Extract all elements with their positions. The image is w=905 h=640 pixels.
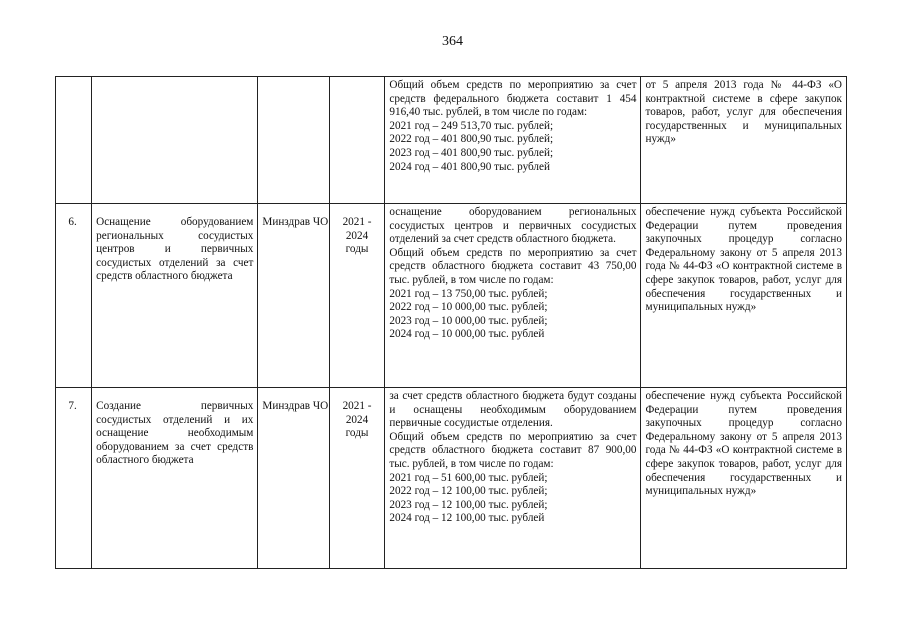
description-line: 2024 год – 12 100,00 тыс. рублей: [389, 512, 545, 525]
description-cell: [385, 204, 641, 388]
period: 2021 - 2024 годы: [342, 400, 372, 440]
period-cell: [329, 388, 385, 569]
row-number: [60, 79, 87, 89]
description-paragraph: Общий объем средств по мероприятию за счет средств областного бюджета составит 43 750,00 тыс. рублей, в том числе по годам:: [389, 246, 637, 286]
measure-name-cell: [92, 204, 258, 388]
description-paragraph: за счет средств областного бюджета будут созданы и оснащены необходимым оборудованием первичные сосудистые отделения.: [389, 390, 637, 430]
period-cell: [329, 204, 385, 388]
description-cell: [385, 77, 641, 204]
row-number-cell: [56, 388, 92, 569]
period-cell: [329, 77, 385, 204]
row-number: 6.: [68, 216, 77, 228]
result-text: обеспечение нужд субъекта Российской Федерации путем проведения закупочных процедур согласно Федеральному закону от 5 апреля 2013 года № 44-ФЗ «О контрактной системе в сфере закупок товаров, работ, услуг для обеспечения государственных и муниципальных нужд»: [645, 390, 842, 498]
description-cell: [385, 388, 641, 569]
description-line: 2023 год – 10 000,00 тыс. рублей;: [389, 314, 548, 327]
description-line: 2021 год – 51 600,00 тыс. рублей;: [389, 471, 548, 484]
measures-table: [55, 76, 847, 569]
result-text: от 5 апреля 2013 года № 44-ФЗ «О контрактной системе в сфере закупок товаров, работ, услуг для обеспечения государственных и муниципальных нужд»: [645, 79, 842, 146]
description-line: 2024 год – 401 800,90 тыс. рублей: [389, 160, 550, 173]
measure-name-cell: [92, 388, 258, 569]
description-line: 2021 год – 249 513,70 тыс. рублей;: [389, 119, 554, 132]
result-cell: [641, 388, 847, 569]
table-row: [56, 388, 847, 569]
description-line: 2024 год – 10 000,00 тыс. рублей: [389, 328, 545, 341]
executor-cell: [258, 388, 329, 569]
description-line: 2021 год – 13 750,00 тыс. рублей;: [389, 287, 548, 300]
measure-name-cell: [92, 77, 258, 204]
executor: [262, 79, 324, 89]
executor-cell: [258, 204, 329, 388]
description-line: 2022 год – 401 800,90 тыс. рублей;: [389, 133, 554, 146]
measure-name: [96, 79, 253, 89]
executor: Минздрав ЧО: [262, 400, 329, 412]
description-line: 2023 год – 12 100,00 тыс. рублей;: [389, 498, 548, 511]
description-paragraph: Общий объем средств по мероприятию за счет средств федерального бюджета составит 1 454 916,40 тыс. рублей, в том числе по годам:: [389, 79, 637, 119]
period: [334, 79, 381, 89]
executor-cell: [258, 77, 329, 204]
table-row: [56, 204, 847, 388]
executor: Минздрав ЧО: [262, 216, 329, 228]
description-paragraph: оснащение оборудованием региональных сосудистых центров и первичных сосудистых отделений за счет средств областного бюджета.: [389, 206, 637, 246]
description-line: 2022 год – 12 100,00 тыс. рублей;: [389, 485, 548, 498]
row-number: 7.: [68, 400, 77, 412]
result-cell: [641, 77, 847, 204]
result-text: обеспечение нужд субъекта Российской Федерации путем проведения закупочных процедур согласно Федеральному закону от 5 апреля 2013 года № 44-ФЗ «О контрактной системе в сфере закупок товаров, работ, услуг для обеспечения государственных и муниципальных нужд»: [645, 206, 842, 314]
description-line: 2022 год – 10 000,00 тыс. рублей;: [389, 301, 548, 314]
result-cell: [641, 204, 847, 388]
measure-name: Создание первичных сосудистых отделений и их оснащение необходимым оборудованием за счет средств областного бюджета: [96, 400, 254, 467]
description-line: 2023 год – 401 800,90 тыс. рублей;: [389, 146, 554, 159]
page-number: 364: [442, 34, 463, 49]
measure-name: Оснащение оборудованием региональных сосудистых центров и первичных сосудистых отделений за счет средств областного бюджета: [96, 216, 254, 283]
period: 2021 - 2024 годы: [342, 216, 372, 256]
table-row: [56, 77, 847, 204]
description-paragraph: Общий объем средств по мероприятию за счет средств областного бюджета составит 87 900,00 тыс. рублей, в том числе по годам:: [389, 430, 637, 470]
row-number-cell: [56, 77, 92, 204]
row-number-cell: [56, 204, 92, 388]
